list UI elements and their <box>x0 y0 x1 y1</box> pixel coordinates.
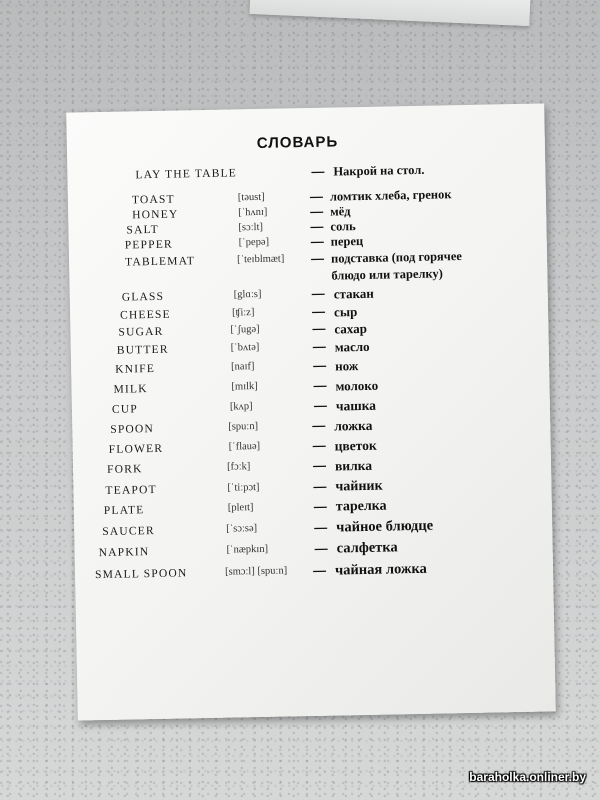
transcription: [ˈteɪblmæt] <box>236 253 285 266</box>
russian-translation: чашка <box>335 397 377 414</box>
russian-translation: сыр <box>333 304 358 320</box>
transcription: [smɔːl] [spuːn] <box>224 565 288 578</box>
separator-dash: — <box>312 457 327 473</box>
separator-dash: — <box>312 562 327 578</box>
russian-translation: чайник <box>335 478 383 495</box>
english-word: FLOWER <box>108 442 164 456</box>
russian-translation: чайное блюдце <box>336 517 434 536</box>
russian-translation: цветок <box>334 437 377 454</box>
watermark: baraholka.onliner.by <box>469 770 586 784</box>
separator-dash: — <box>313 498 327 514</box>
transcription: [ˈpepə] <box>238 236 270 249</box>
english-word: MILK <box>113 383 148 396</box>
separator-dash: — <box>311 303 326 319</box>
separator-dash: — <box>313 478 327 494</box>
russian-translation: масло <box>334 338 370 355</box>
separator-dash: — <box>310 203 324 219</box>
english-word: TABLEMAT <box>124 255 196 269</box>
transcription: [ˈtiːpɔt] <box>227 482 260 494</box>
separator-dash: — <box>313 397 328 413</box>
header-dash: — <box>311 163 325 179</box>
english-word: NAPKIN <box>98 546 150 560</box>
vocabulary-sheet <box>66 103 556 720</box>
transcription: [sɔːlt] <box>238 221 264 234</box>
transcription: [ˈbʌtə] <box>230 341 260 354</box>
separator-dash: — <box>312 437 326 453</box>
separator-dash: — <box>314 519 328 535</box>
transcription: [təust] <box>237 191 265 204</box>
separator-dash: — <box>312 357 327 373</box>
transcription: [ˈhʌnɪ] <box>238 206 268 219</box>
separator-dash: — <box>310 233 324 249</box>
transcription: [glɑːs] <box>233 288 262 301</box>
page-title: СЛОВАРЬ <box>256 133 339 152</box>
english-word: GLASS <box>121 290 165 304</box>
header-russian: Накрой на стол. <box>333 162 425 179</box>
russian-translation: перец <box>330 233 364 249</box>
russian-translation: чайная ложка <box>334 560 427 579</box>
english-word: SMALL SPOON <box>94 567 188 582</box>
russian-translation: нож <box>334 358 359 374</box>
english-word: PEPPER <box>124 238 173 252</box>
transcription: [ˈsɔːsə] <box>226 523 258 535</box>
transcription: [kʌp] <box>229 401 253 413</box>
separator-dash: — <box>313 377 327 393</box>
english-word: CHEESE <box>119 308 171 322</box>
separator-dash: — <box>310 250 325 266</box>
english-word: SAUCER <box>102 525 155 539</box>
transcription: [ʧiːz] <box>231 307 255 319</box>
separator-dash: — <box>312 417 326 433</box>
russian-translation: стакан <box>333 285 374 302</box>
separator-dash: — <box>311 285 325 301</box>
english-word: BUTTER <box>116 343 169 357</box>
header-row <box>67 161 545 188</box>
separator-dash: — <box>314 540 328 556</box>
separator-dash: — <box>310 218 324 234</box>
transcription: [ˈnæpkɪn] <box>226 543 269 556</box>
english-word: HONEY <box>132 208 179 222</box>
background-paper-sheet <box>249 0 530 26</box>
vocabulary-row <box>75 560 553 587</box>
header-english: LAY THE TABLE <box>135 167 238 182</box>
russian-translation: подставка (под горячее блюдо или тарелку) <box>330 249 462 283</box>
english-word: TOAST <box>131 193 175 207</box>
transcription: [spuːn] <box>228 421 259 433</box>
russian-translation: соль <box>330 219 356 234</box>
transcription: [naɪf] <box>231 361 255 373</box>
transcription: [mɪlk] <box>231 381 258 393</box>
english-word: CUP <box>111 403 139 416</box>
english-word: SUGAR <box>118 325 164 339</box>
english-word: SPOON <box>110 423 155 436</box>
russian-translation: ложка <box>334 417 373 434</box>
russian-translation: ломтик хлеба, гренок <box>329 187 452 204</box>
russian-translation: сахар <box>334 320 368 337</box>
russian-translation: салфетка <box>336 539 398 557</box>
russian-translation: вилка <box>334 457 373 474</box>
english-word: KNIFE <box>115 362 156 376</box>
transcription: [pleɪt] <box>227 502 254 514</box>
russian-translation: молоко <box>335 377 379 394</box>
transcription: [ˈflauə] <box>228 440 261 453</box>
english-word: PLATE <box>103 504 145 517</box>
english-word: TEAPOT <box>105 483 157 497</box>
separator-dash: — <box>312 320 326 336</box>
separator-dash: — <box>312 338 326 354</box>
russian-translation: тарелка <box>335 498 387 515</box>
transcription: [fɔːk] <box>226 461 251 473</box>
russian-translation: мёд <box>330 204 351 219</box>
english-word: SALT <box>126 223 160 237</box>
transcription: [ˈʃugə] <box>230 323 260 336</box>
separator-dash: — <box>309 188 324 204</box>
english-word: FORK <box>106 463 143 476</box>
